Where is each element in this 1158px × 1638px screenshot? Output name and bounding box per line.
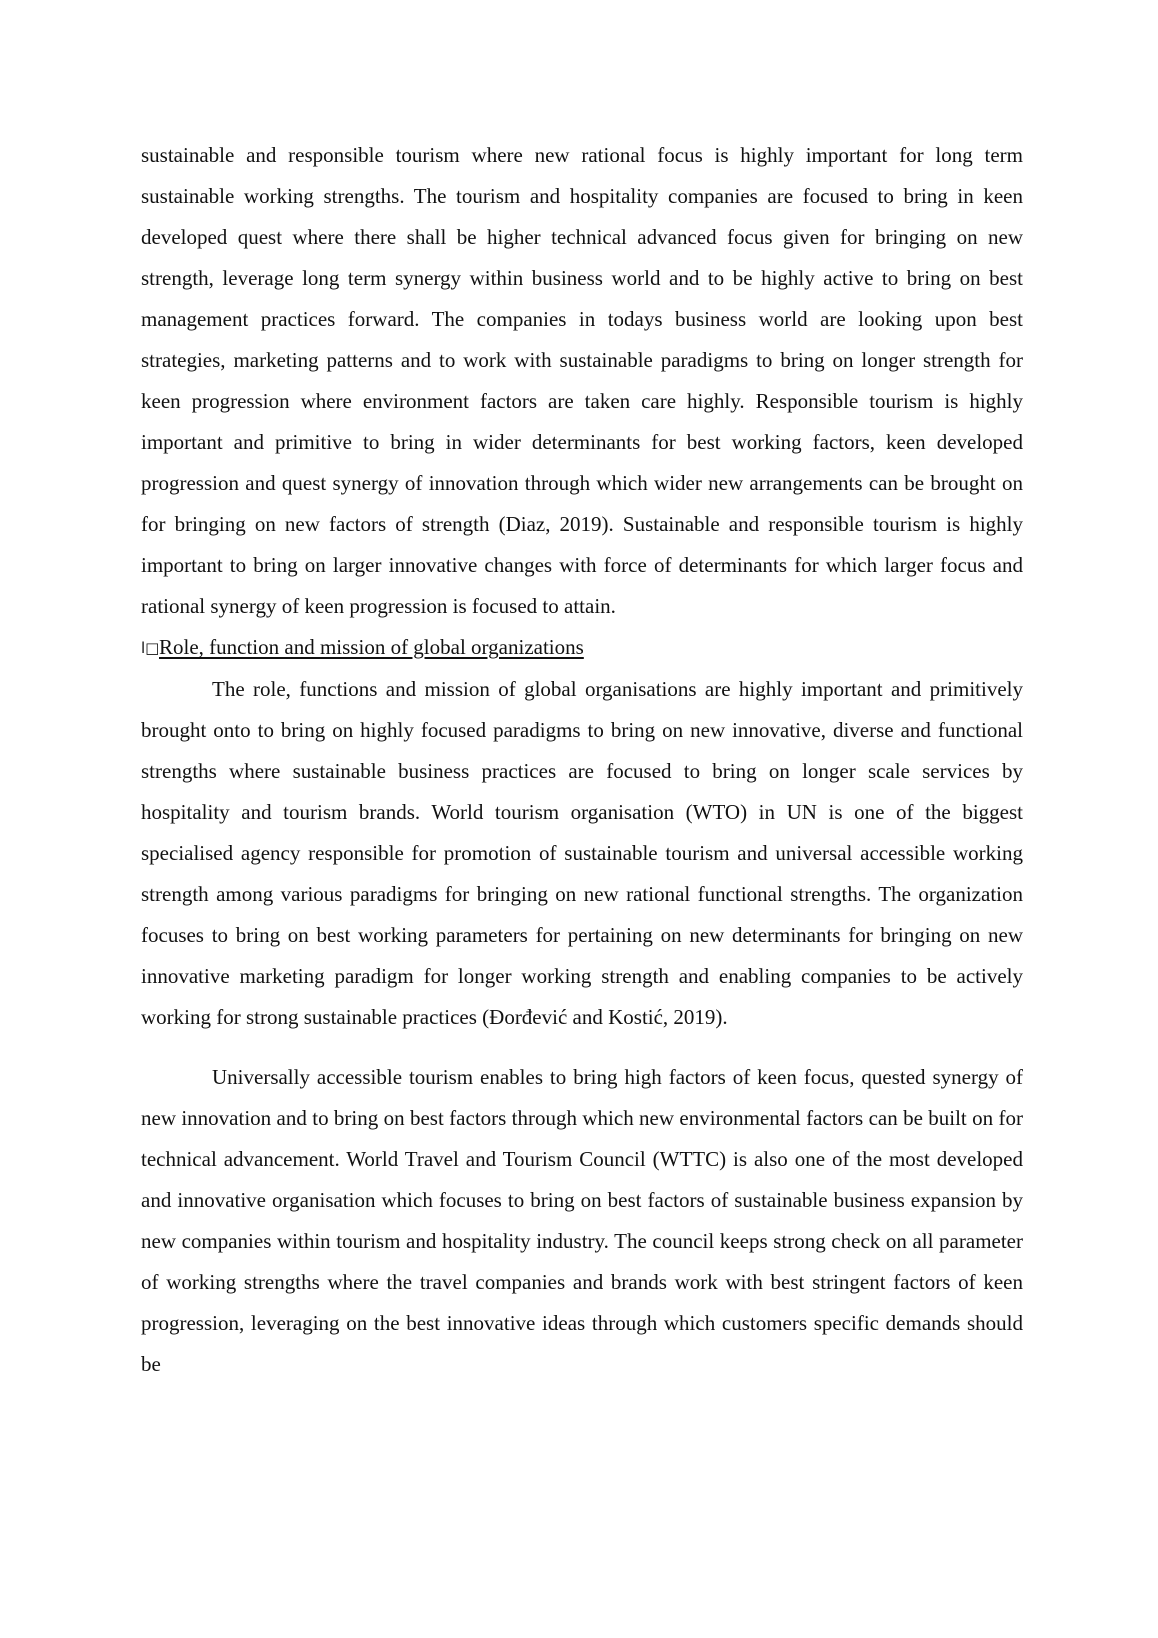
section-heading-text: Role, function and mission of global organizations: [159, 635, 584, 659]
body-paragraph-accessible-tourism: Universally accessible tourism enables to bring high factors of keen focus, quested synergy of new innovation and to bring on best factors through which new environmental factors can be built on for technical advancement. World Travel and Tourism Council (WTTC) is also one of the most developed and innovative organisation which focuses to bring on best factors of sustainable business expansion by new companies within tourism and hospitality industry. The council keeps strong check on all parameter of working strengths where the travel companies and brands work with best stringent factors of keen progression, leveraging on the best innovative ideas through which customers specific demands should be: [141, 1065, 1023, 1376]
section-heading: [141, 627, 1023, 669]
heading-bullet-glyph: l□: [141, 639, 160, 657]
body-paragraph-role-function: The role, functions and mission of global organisations are highly important and primitively brought onto to bring on highly focused paradigms to bring on new innovative, diverse and functional strengths where sustainable business practices are focused to bring on longer scale services by hospitality and tourism brands. World tourism organisation (WTO) in UN is one of the biggest specialised agency responsible for promotion of sustainable tourism and universal accessible working strength among various paradigms for bringing on new rational functional strengths. The organization focuses to bring on best working parameters for pertaining on new determinants for bringing on new innovative marketing paradigm for longer working strength and enabling companies to be actively working for strong sustainable practices (Đorđević and Kostić, 2019).: [141, 677, 1023, 1029]
document-body: [141, 135, 1023, 1385]
body-paragraph-continued: sustainable and responsible tourism where new rational focus is highly important for long term sustainable working strengths. The tourism and hospitality companies are focused to bring in keen developed quest where there shall be higher technical advanced focus given for bringing on new strength, leverage long term synergy within business world and to be highly active to bring on best management practices forward. The companies in todays business world are looking upon best strategies, marketing patterns and to work with sustainable paradigms to bring on longer strength for keen progression where environment factors are taken care highly. Responsible tourism is highly important and primitive to bring in wider determinants for best working factors, keen developed progression and quest synergy of innovation through which wider new arrangements can be brought on for bringing on new factors of strength (Diaz, 2019). Sustainable and responsible tourism is highly important to bring on larger innovative changes with force of determinants for which larger focus and rational synergy of keen progression is focused to attain.: [141, 143, 1023, 618]
